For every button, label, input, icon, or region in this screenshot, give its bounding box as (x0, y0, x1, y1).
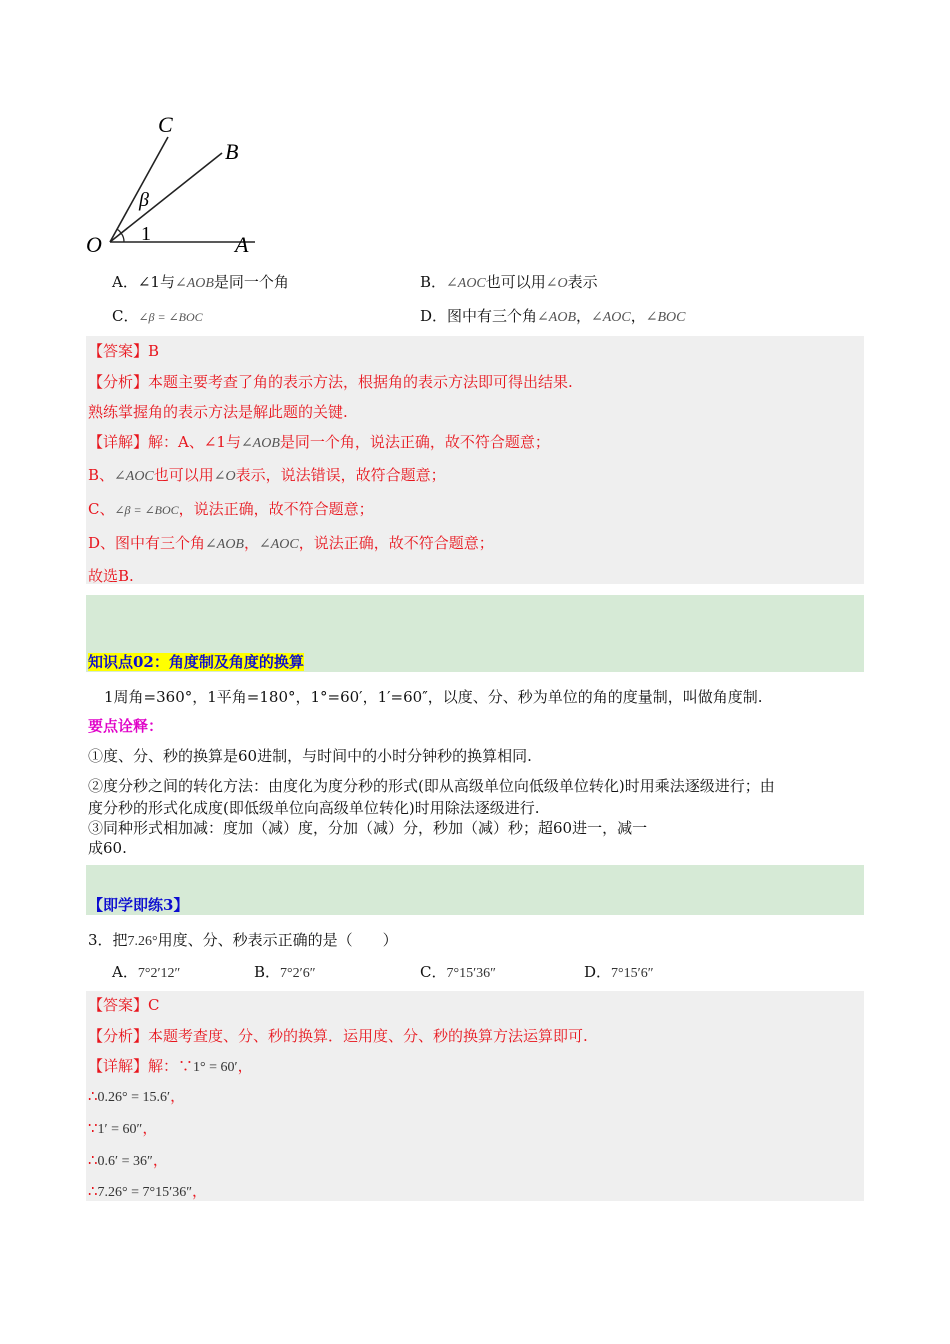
math-expr: ∠AOC (446, 276, 486, 291)
label-b: B (225, 139, 239, 164)
q3-option-b (254, 962, 316, 984)
math-expr: ∠AOB (205, 537, 244, 552)
option-value: 7°15′6″ (611, 966, 654, 981)
math-expr: ∠AOC (114, 469, 154, 484)
step-tail: ， (142, 1119, 158, 1137)
detail-line: 故选B. (88, 567, 134, 585)
analysis-line: 【分析】本题主要考查了角的表示方法，根据角的表示方法即可得出结果. (88, 373, 573, 391)
practice-banner (86, 865, 864, 915)
detail-line (88, 533, 494, 555)
definition-line: 1周角=360°，1平角=180°，1°=60′，1′=60″，以度、分、秒为单位的角的度量制，叫做角度制. (104, 688, 763, 706)
angle-figure (80, 110, 280, 260)
separator: ， (576, 307, 592, 325)
math-expr: 1′ = 60″ (97, 1122, 143, 1137)
answer-label: 【答案】B (88, 342, 160, 360)
separator: ， (243, 534, 259, 552)
q3-option-d (584, 962, 654, 984)
step-line (88, 1086, 185, 1108)
step-symbol: ∵ (88, 1119, 98, 1137)
answer-block-q3 (86, 991, 864, 1201)
math-expr: ∠AOB (537, 310, 576, 325)
option-a (112, 272, 289, 294)
math-expr: ∠BOC (645, 310, 686, 325)
option-text: 也可以用 (485, 273, 546, 291)
option-text: ∠1与 (137, 273, 175, 291)
note-line: 度分秒的形式化成度(即低级单位向高级单位转化)时用除法逐级进行. (88, 799, 540, 817)
step-symbol: ∴ (88, 1151, 98, 1169)
math-expr: ∠AOB (240, 436, 280, 451)
detail-line (88, 465, 446, 487)
option-letter: B． (254, 963, 281, 981)
q3-option-c (420, 962, 496, 984)
option-letter: D． (420, 307, 448, 325)
question-text: 用度、分、秒表示正确的是（ ） (157, 931, 398, 949)
detail-text: 也可以用 (153, 466, 214, 484)
q3-option-a (112, 962, 180, 984)
option-text: 图中有三个角 (447, 307, 538, 325)
analysis-line: 【分析】本题考查度、分、秒的换算．运用度、分、秒的换算方法运算即可. (88, 1027, 588, 1045)
detail-text: B、 (88, 466, 115, 484)
option-c (112, 306, 203, 327)
math-expr: 1° = 60′ (193, 1060, 238, 1075)
detail-text: 是同一个角，说法正确，故不符合题意； (279, 433, 550, 451)
math-expr: ∠β = ∠BOC (138, 310, 203, 324)
label-one: 1 (141, 223, 151, 245)
note-line: ①度、分、秒的换算是60进制，与时间中的小时分钟秒的换算相同. (88, 747, 532, 765)
detail-line (88, 1056, 253, 1078)
option-letter: A． (112, 273, 138, 291)
note-line: 成60. (88, 839, 127, 857)
option-letter: A． (112, 963, 138, 981)
detail-text: ，说法正确，故不符合题意； (298, 534, 494, 552)
option-letter: C． (112, 307, 139, 325)
section-title-text: 知识点02：角度制及角度的换算 (88, 653, 304, 671)
math-expr: 7.26° (127, 934, 158, 949)
answer-label: 【答案】C (88, 996, 160, 1014)
section-title (88, 652, 304, 672)
option-value: 7°2′12″ (137, 966, 181, 981)
detail-line (88, 499, 374, 520)
option-text: 表示 (567, 273, 598, 291)
detail-text: 表示，说法错误，故符合题意； (235, 466, 446, 484)
detail-text: 【详解】解：∵ (88, 1057, 194, 1075)
detail-text: C、 (88, 500, 115, 518)
option-value: 7°2′6″ (280, 966, 316, 981)
math-expr: ∠AOB (174, 276, 214, 291)
math-expr: 0.26° = 15.6′ (97, 1090, 171, 1105)
math-expr: 0.6′ = 36″ (97, 1154, 153, 1169)
option-d (420, 306, 686, 328)
step-tail: ， (192, 1182, 208, 1200)
option-text: 是同一个角 (213, 273, 289, 291)
practice-title: 【即学即练3】 (88, 896, 189, 914)
step-line (88, 1118, 157, 1140)
step-line (88, 1181, 207, 1203)
math-expr: ∠O (213, 469, 236, 484)
notes-title: 要点诠释： (88, 717, 164, 735)
math-expr: ∠β = ∠BOC (114, 503, 179, 517)
option-letter: C． (420, 963, 447, 981)
step-line (88, 1150, 168, 1172)
detail-text: ， (237, 1057, 253, 1075)
step-tail: ， (152, 1151, 168, 1169)
separator: ， (630, 307, 646, 325)
detail-text: ，说法正确，故不符合题意； (178, 500, 374, 518)
math-expr: ∠AOC (259, 537, 299, 552)
step-tail: ， (170, 1087, 186, 1105)
analysis-line: 熟练掌握角的表示方法是解此题的关键. (88, 403, 348, 421)
detail-line (88, 432, 550, 454)
detail-text: 【详解】解：A、∠1与 (88, 433, 241, 451)
math-expr: 7.26° = 7°15′36″ (97, 1185, 193, 1200)
step-symbol: ∴ (88, 1182, 98, 1200)
option-b (420, 272, 598, 294)
note-line: ③同种形式相加减：度加（减）度，分加（减）分，秒加（减）秒；超60进一，减一 (88, 819, 648, 837)
option-letter: D． (584, 963, 612, 981)
label-beta: β (139, 189, 149, 211)
note-line: ②度分秒之间的转化方法：由度化为度分秒的形式(即从高级单位向低级单位转化)时用乘法逐级进行；由 (88, 777, 775, 795)
ray-ob (110, 153, 222, 242)
option-value: 7°15′36″ (446, 966, 496, 981)
step-symbol: ∴ (88, 1087, 98, 1105)
math-expr: ∠AOC (591, 310, 631, 325)
detail-text: D、图中有三个角 (88, 534, 206, 552)
math-expr: ∠O (545, 276, 568, 291)
label-c: C (158, 112, 173, 137)
option-letter: B． (420, 273, 447, 291)
label-a: A (235, 232, 249, 257)
question-text: 3．把 (88, 931, 128, 949)
label-o: O (86, 232, 102, 257)
question-3 (88, 930, 398, 952)
